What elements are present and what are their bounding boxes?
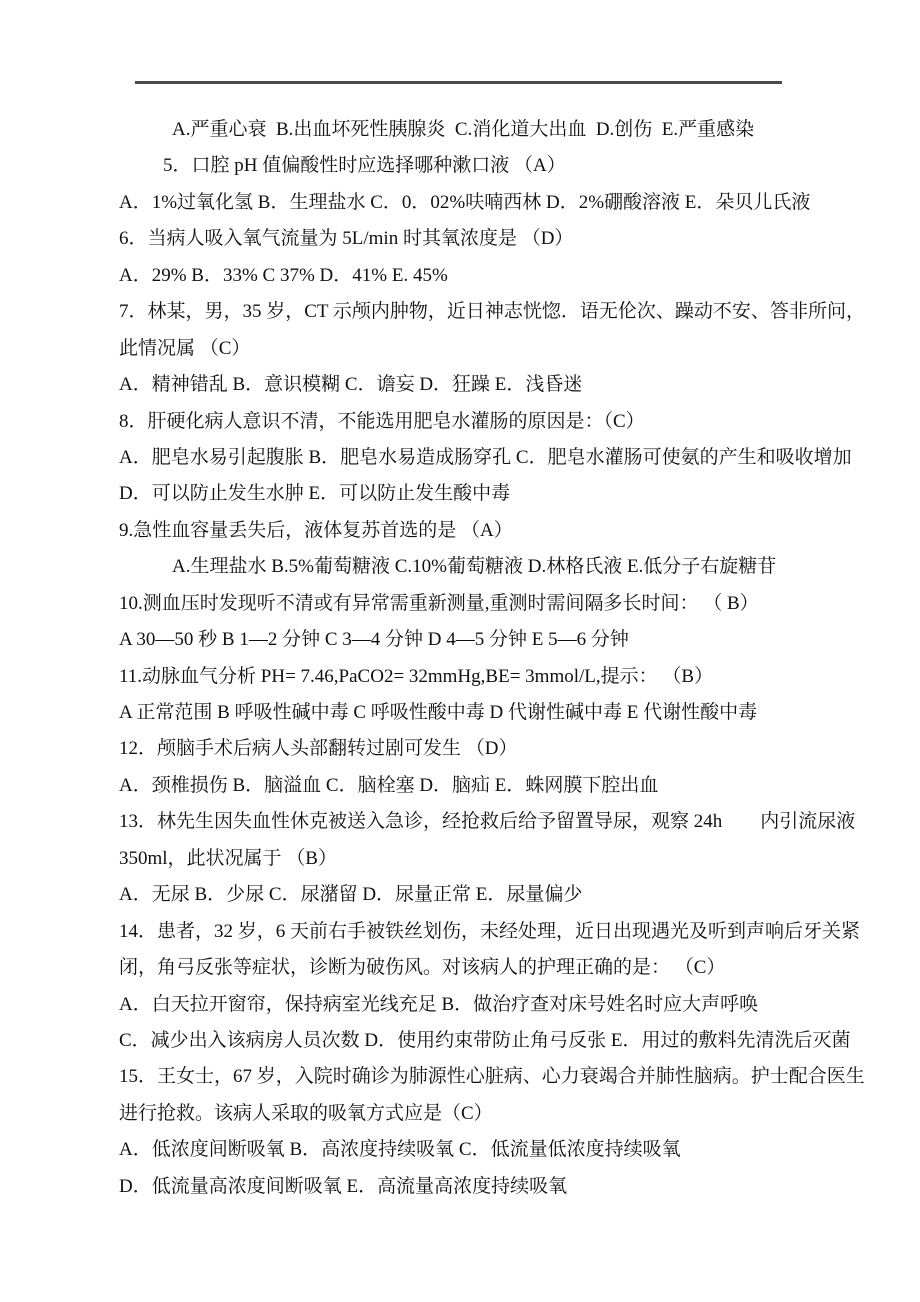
line-q7-stem-1: 7．林某，男，35 岁，CT 示颅内肿物，近日神志恍惚．语无伦次、躁动不安、答非所问， (119, 301, 865, 323)
line-q10-stem: 10.测血压时发现听不清或有异常需重新测量,重测时需间隔多长时间： （ B） (119, 592, 759, 614)
line-q5-options: A．1%过氧化氢 B．生理盐水 C．0．02%呋喃西林 D．2%硼酸溶液 E．朵贝儿氏液 (119, 191, 811, 213)
line-q13-options: A．无尿 B．少尿 C．尿潴留 D．尿量正常 E．尿量偏少 (119, 884, 583, 906)
line-q7-stem-2: 此情况属 （C） (119, 337, 251, 359)
line-q13-stem-2: 350ml，此状况属于 （B） (119, 847, 337, 869)
line-q10-options: A 30—50 秒 B 1—2 分钟 C 3—4 分钟 D 4—5 分钟 E 5—6 分钟 (119, 629, 629, 651)
line-q14-stem-2: 闭，角弓反张等症状，诊断为破伤风。对该病人的护理正确的是： （C） (119, 957, 726, 979)
line-q11-stem: 11.动脉血气分析 PH= 7.46,PaCO2= 32mmHg,BE= 3mmol/L,提示： （B） (119, 665, 714, 687)
line-q11-options: A 正常范围 B 呼吸性碱中毒 C 呼吸性酸中毒 D 代谢性碱中毒 E 代谢性酸中毒 (119, 702, 758, 723)
line-q12-stem: 12．颅脑手术后病人头部翻转过剧可发生 （D） (119, 738, 518, 760)
document-body (119, 112, 865, 1205)
line-q4-options: A.严重心衰 B.出血坏死性胰腺炎 C.消化道大出血 D.创伤 E.严重感染 (172, 119, 755, 140)
line-q8-options-de: D．可以防止发生水肿 E．可以防止发生酸中毒 (119, 483, 511, 505)
line-q9-options: A.生理盐水 B.5%葡萄糖液 C.10%葡萄糖液 D.林格氏液 E.低分子右旋糖苷 (172, 556, 777, 578)
line-q6-options: A．29% B．33% C 37% D．41% E. 45% (119, 264, 448, 286)
line-q5-stem: 5．口腔 pH 值偏酸性时应选择哪种漱口液 （A） (163, 155, 566, 177)
line-q15-stem-1: 15．王女士，67 岁，入院时确诊为肺源性心脏病、心力衰竭合并肺性脑病。护士配合医生 (119, 1066, 865, 1088)
line-q8-options-abc: A．肥皂水易引起腹胀 B．肥皂水易造成肠穿孔 C．肥皂水灌肠可使氨的产生和吸收增加 (119, 446, 852, 468)
line-q15-options-abc: A．低浓度间断吸氧 B．高浓度持续吸氧 C．低流量低浓度持续吸氧 (119, 1139, 681, 1161)
line-q8-stem: 8．肝硬化病人意识不清，不能选用肥皂水灌肠的原因是：（C） (119, 410, 645, 432)
line-q14-options-ab: A．白天拉开窗帘，保持病室光线充足 B．做治疗查对床号姓名时应大声呼唤 (119, 993, 759, 1015)
line-q13-stem-1: 13．林先生因失血性休克被送入急诊，经抢救后给予留置导尿，观察 24h 内引流尿液 (119, 811, 856, 833)
line-q14-options-cde: C．减少出入该病房人员次数 D．使用约束带防止角弓反张 E．用过的敷料先清洗后灭菌 (119, 1029, 851, 1051)
line-q7-options: A．精神错乱 B．意识模糊 C．谵妄 D．狂躁 E．浅昏迷 (119, 374, 583, 396)
line-q6-stem: 6．当病人吸入氧气流量为 5L/min 时其氧浓度是 （D） (119, 228, 574, 250)
line-q9-stem: 9.急性血容量丢失后，液体复苏首选的是 （A） (119, 519, 513, 541)
line-q15-stem-2: 进行抢救。该病人采取的吸氧方式应是（C） (119, 1102, 493, 1124)
line-q15-options-de: D．低流量高浓度间断吸氧 E．高流量高浓度持续吸氧 (119, 1175, 568, 1197)
line-q14-stem-1: 14．患者，32 岁，6 天前右手被铁丝划伤，未经处理，近日出现遇光及听到声响后牙关紧 (119, 920, 861, 942)
line-q12-options: A．颈椎损伤 B．脑溢血 C．脑栓塞 D．脑疝 E．蛛网膜下腔出血 (119, 774, 659, 796)
header-rule (135, 81, 782, 84)
